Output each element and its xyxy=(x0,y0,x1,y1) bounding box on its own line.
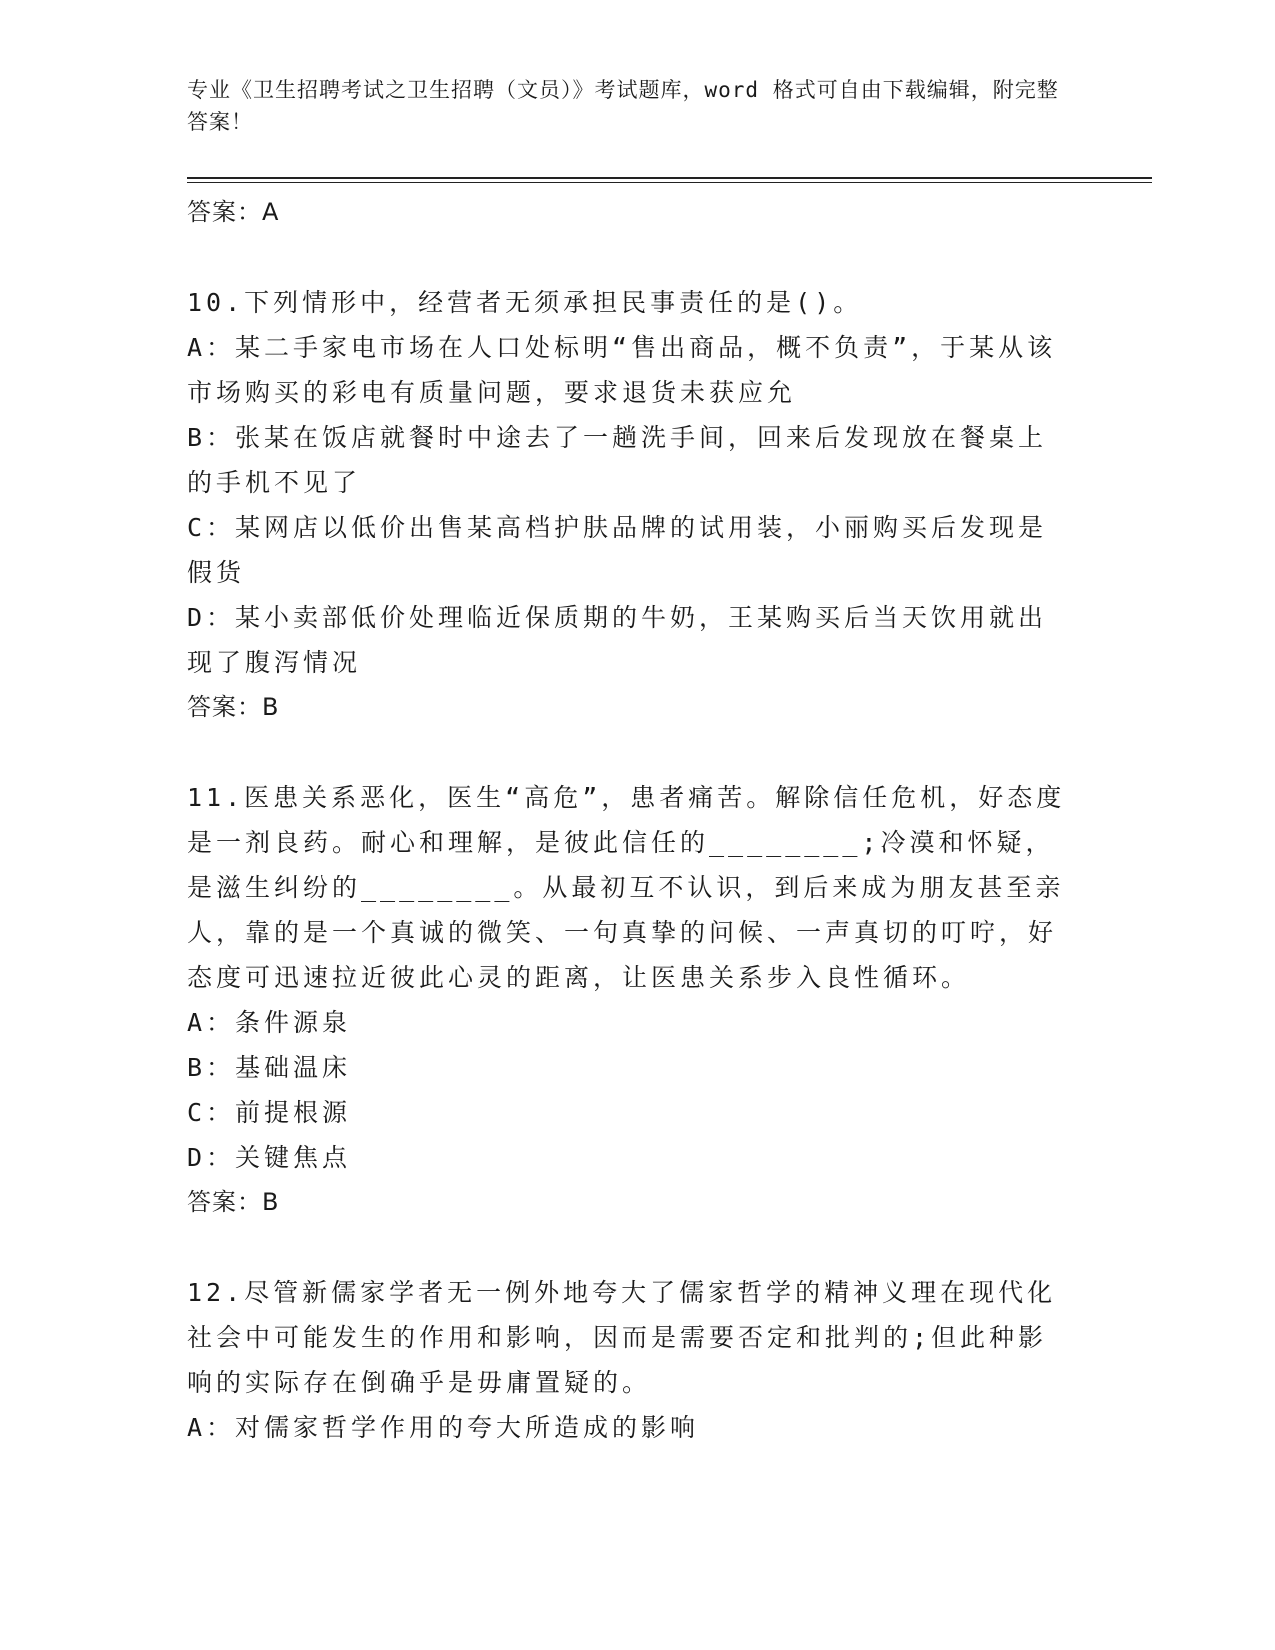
question-12 xyxy=(187,1270,1067,1450)
question-11 xyxy=(187,775,1067,1224)
option-a: A：条件源泉 xyxy=(187,1008,352,1037)
option-d: D：关键焦点 xyxy=(187,1143,352,1172)
question-stem: 12.尽管新儒家学者无一例外地夸大了儒家哲学的精神义理在现代化社会中可能发生的作用和影响，因而是需要否定和批判的;但此种影响的实际存在倒确乎是毋庸置疑的。 xyxy=(187,1278,1057,1397)
header-divider-thick xyxy=(187,177,1152,179)
answer-line: 答案：A xyxy=(187,198,280,226)
answer-line: 答案：B xyxy=(187,1188,280,1216)
option-a: A：对儒家哲学作用的夸大所造成的影响 xyxy=(187,1413,700,1442)
option-c: C：前提根源 xyxy=(187,1098,352,1127)
option-c: C：某网店以低价出售某高档护肤品牌的试用装，小丽购买后发现是假货 xyxy=(187,513,1048,587)
answer-line: 答案：B xyxy=(187,693,280,721)
question-stem: 11.医患关系恶化，医生“高危”，患者痛苦。解除信任危机，好态度是一剂良药。耐心和理解，是彼此信任的________;冷漠和怀疑，是滋生纠纷的________。从最初互不认识，到后来成为朋友甚至亲人，靠的是一个真诚的微笑、一句真挚的问候、一声真切的叮咛，好态度可迅速拉近彼此心灵的距离，让医患关系步入良性循环。 xyxy=(187,783,1066,992)
page-header: 专业《卫生招聘考试之卫生招聘（文员）》考试题库，word 格式可自由下载编辑，附完整答案！ xyxy=(187,78,1059,134)
option-a: A：某二手家电市场在人口处标明“售出商品，概不负责”，于某从该市场购买的彩电有质量问题，要求退货未获应允 xyxy=(187,333,1057,407)
option-b: B：基础温床 xyxy=(187,1053,352,1082)
option-b: B：张某在饭店就餐时中途去了一趟洗手间，回来后发现放在餐桌上的手机不见了 xyxy=(187,423,1048,497)
document-body xyxy=(187,190,1067,1450)
question-10 xyxy=(187,280,1067,729)
option-d: D：某小卖部低价处理临近保质期的牛奶，王某购买后当天饮用就出现了腹泻情况 xyxy=(187,603,1048,677)
question-stem: 10.下列情形中，经营者无须承担民事责任的是()。 xyxy=(187,288,863,317)
header-divider-thin xyxy=(187,182,1152,183)
